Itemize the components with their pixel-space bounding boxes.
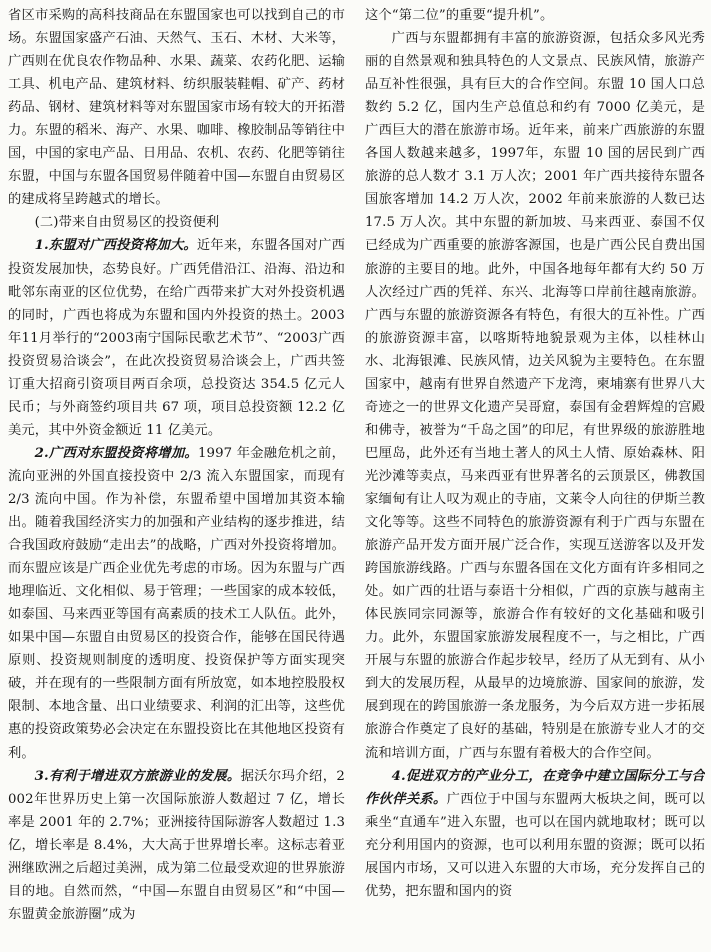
investment-paragraph [8, 234, 345, 441]
item-heading-2: 2.广西对东盟投资将增加。 [34, 445, 198, 461]
tourism-intro-paragraph [8, 765, 345, 926]
item-text-2: 1997 年金融危机之前，流向亚洲的外国直接投资中 2/3 流入东盟国家，而现有 2/3 流向中国。作为补偿，东盟希望中国增加其资本输出。随着我国经济实力的加强和产业结构的逐步推进，结合我国政府鼓励“走出去”的战略，广西对外投资将增加。而东盟应该是广西企业优先考虑的市场。因为东盟与广西地理临近、文化相似、易于管理；一些国家的成本较低，如泰国、马来西亚等国有高素质的技术工人队伍。此外，如果中国—东盟自由贸易区的投资合作，能够在国民待遇原则、投资规则制度的透明度、投资保护等方面实现突破，并在现有的一些限制方面有所放宽，如本地控股股权限制、本地含量、出口业绩要求、利润的汇出等，这些优惠的投资政策势必会决定在东盟投资比在其他地区投资有利。 [8, 445, 345, 761]
left-column [8, 4, 345, 952]
trade-paragraph: 省区市采购的高科技商品在东盟国家也可以找到自己的市场。东盟国家盛产石油、天然气、玉石、木材、大米等，广西则在优良农作物品种、水果、蔬菜、农药化肥、运输工具、机电产品、建筑材料、纺织服装鞋帽、矿产、药材药品、钢材、建筑材料等对东盟国家市场有较大的开拓潜力。东盟的稻米、海产、水果、咖啡、橡胶制品等销往中国，中国的家电产品、日用品、农机、农药、化肥等销往东盟，中国与东盟各国贸易伴随着中国—东盟自由贸易区的建成将呈跨越式的增长。 [8, 8, 345, 208]
item-heading-1: 1.东盟对广西投资将加大。 [34, 238, 197, 254]
right-column [365, 4, 705, 952]
tourism-paragraph: 广西与东盟都拥有丰富的旅游资源，包括众多风光秀丽的自然景观和独具特色的人文景点、民族风情，旅游产品互补性很强，具有巨大的合作空间。东盟 10 国人口总数约 5.2 亿，国内生产总值总和约有 7000 亿美元，是广西巨大的潜在旅游市场。近年来，前来广西旅游的东盟各国人数越来越多，1997年，东盟 10 国的居民到广西旅游的总人数才 3.1 万人次；2001 年广西共接待东盟各国旅客增加 14.2 万人次，2002 年前来旅游的人数已达 17.5 万人次。其中东盟的新加坡、马来西亚、泰国不仅已经成为广西重要的旅游客源国，也是广西公民自费出国旅游的主要目的地。此外，中国各地每年都有大约 50 万人次经过广西的凭祥、东兴、北海等口岸前往越南旅游。广西与东盟的旅游资源各有特色，有很大的互补性。广西的旅游资源丰富，以喀斯特地貌景观为主体，以桂林山水、北海银滩、民族风情，边关风貌为主要特色。在东盟国家中，越南有世界自然遗产下龙湾，柬埔寨有世界八大奇迹之一的世界文化遗产吴哥窟，泰国有金碧辉煌的宫殿和佛寺，被誉为“千岛之国”的印尼，有世界级的旅游胜地巴厘岛，此外还有当地土著人的风土人情、原始森林、阳光沙滩等卖点，马来西亚有世界著名的云顶景区，佛教国家缅甸有让人叹为观止的寺庙，文莱令人向往的伊斯兰教文化等等。这些不同特色的旅游资源有利于广西与东盟在旅游产品开发方面开展广泛合作，实现互送游客以及开发跨国旅游线路。广西与东盟各国在文化方面有许多相同之处。如广西的壮语与泰语十分相似，广西的京族与越南主体民族同宗同源等，旅游合作有较好的文化基础和吸引力。此外，东盟国家旅游发展程度不一，与之相比，广西开展与东盟的旅游合作起步较早，经历了从无到有、从小到大的发展历程，从最早的边境旅游、国家间的旅游，发展到现在的跨国旅游一条龙服务，为今后双方进一步拓展旅游合作奠定了良好的基础，特别是在旅游专业人才的交流和培训方面，广西与东盟有着极大的合作空间。 [365, 31, 705, 761]
item-text-3: 据沃尔玛介绍，2002年世界历史上第一次国际旅游人数超过 7 亿，增长率是 2001 年的 2.7%；亚洲接待国际游客人数超过 1.3 亿，增长率是 8.4%，大大高于世界增长率。这标志着亚洲继欧洲之后超过美洲，成为第二位最受欢迎的世界旅游目的地。自然而然，“中国—东盟自由贸易区”和“中国—东盟黄金旅游圈”成为 [8, 768, 345, 922]
item-text-1: 近年来，东盟各国对广西投资发展加快，态势良好。广西凭借沿江、沿海、沿边和毗邻东南亚的区位优势，在给广西带来扩大对外投资机遇的同时，广西也将成为东盟和国内外投资的热土。2003年11月举行的“2003南宁国际民歌艺术节”、“2003广西投资贸易洽谈会”，在此次投资贸易洽谈会上，广西共签订重大招商引资项目两百余项，总投资达 354.5 亿元人民币；与外商签约项目共 67 项，项目总投资额 12.2 亿美元，其中外资金额近 11 亿美元。 [8, 238, 345, 438]
industry-paragraph [365, 765, 705, 903]
section-heading: (二)带来自由贸易区的投资便利 [34, 215, 220, 231]
two-column-layout [8, 4, 705, 952]
item-heading-3: 3.有利于增进双方旅游业的发展。 [34, 768, 241, 784]
item-text-4: 广西位于中国与东盟两大板块之间，既可以乘坐“直通车”进入东盟，也可以在国内就地取材；既可以充分利用国内的资源，也可以利用东盟的资源；既可以拓展国内市场，又可以进入东盟的大市场，充分发挥自己的优势，把东盟和国内的资 [365, 791, 705, 899]
item-heading-4: 4.促进双方的产业分工，在竞争中建立国际分工与合作伙伴关系。 [365, 768, 705, 807]
continued-line: 这个“第二位”的重要“提升机”。 [365, 8, 554, 23]
outward-investment-paragraph [8, 442, 345, 765]
